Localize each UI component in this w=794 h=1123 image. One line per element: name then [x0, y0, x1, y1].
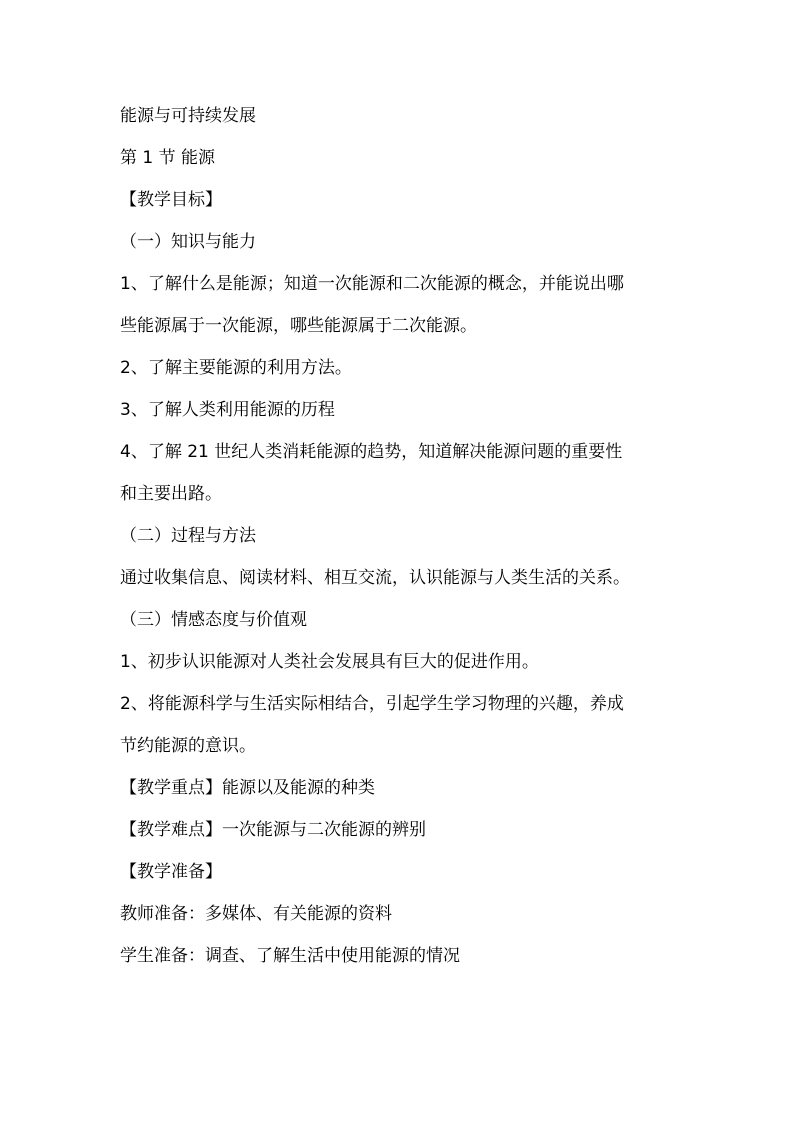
process-heading: （二）过程与方法: [120, 526, 256, 546]
knowledge-item: 3、了解人类利用能源的历程: [120, 400, 335, 420]
knowledge-item: 1、了解什么是能源；知道一次能源和二次能源的概念，并能说出哪: [120, 274, 624, 294]
knowledge-item: 4、了解 21 世纪人类消耗能源的趋势，知道解决能源问题的重要性: [120, 442, 623, 462]
emotion-item: 1、初步认识能源对人类社会发展具有巨大的促进作用。: [120, 652, 539, 672]
difficult-points: 【教学难点】一次能源与二次能源的辨别: [120, 820, 426, 840]
knowledge-item: 和主要出路。: [120, 484, 222, 504]
student-preparation: 学生准备：调查、了解生活中使用能源的情况: [120, 946, 460, 966]
emotion-item: 节约能源的意识。: [120, 736, 256, 756]
knowledge-item: 些能源属于一次能源，哪些能源属于二次能源。: [120, 316, 477, 336]
emotion-heading: （三）情感态度与价值观: [120, 610, 307, 630]
objectives-heading: 【教学目标】: [120, 190, 222, 210]
teacher-preparation: 教师准备：多媒体、有关能源的资料: [120, 904, 392, 924]
knowledge-heading: （一）知识与能力: [120, 232, 256, 252]
section-heading: 第 1 节 能源: [120, 148, 216, 168]
preparation-heading: 【教学准备】: [120, 862, 222, 882]
process-text: 通过收集信息、阅读材料、相互交流，认识能源与人类生活的关系。: [120, 568, 630, 588]
knowledge-item: 2、了解主要能源的利用方法。: [120, 358, 352, 378]
emotion-item: 2、将能源科学与生活实际相结合，引起学生学习物理的兴趣，养成: [120, 694, 624, 714]
document-title: 能源与可持续发展: [120, 106, 256, 126]
key-points: 【教学重点】能源以及能源的种类: [120, 778, 375, 798]
